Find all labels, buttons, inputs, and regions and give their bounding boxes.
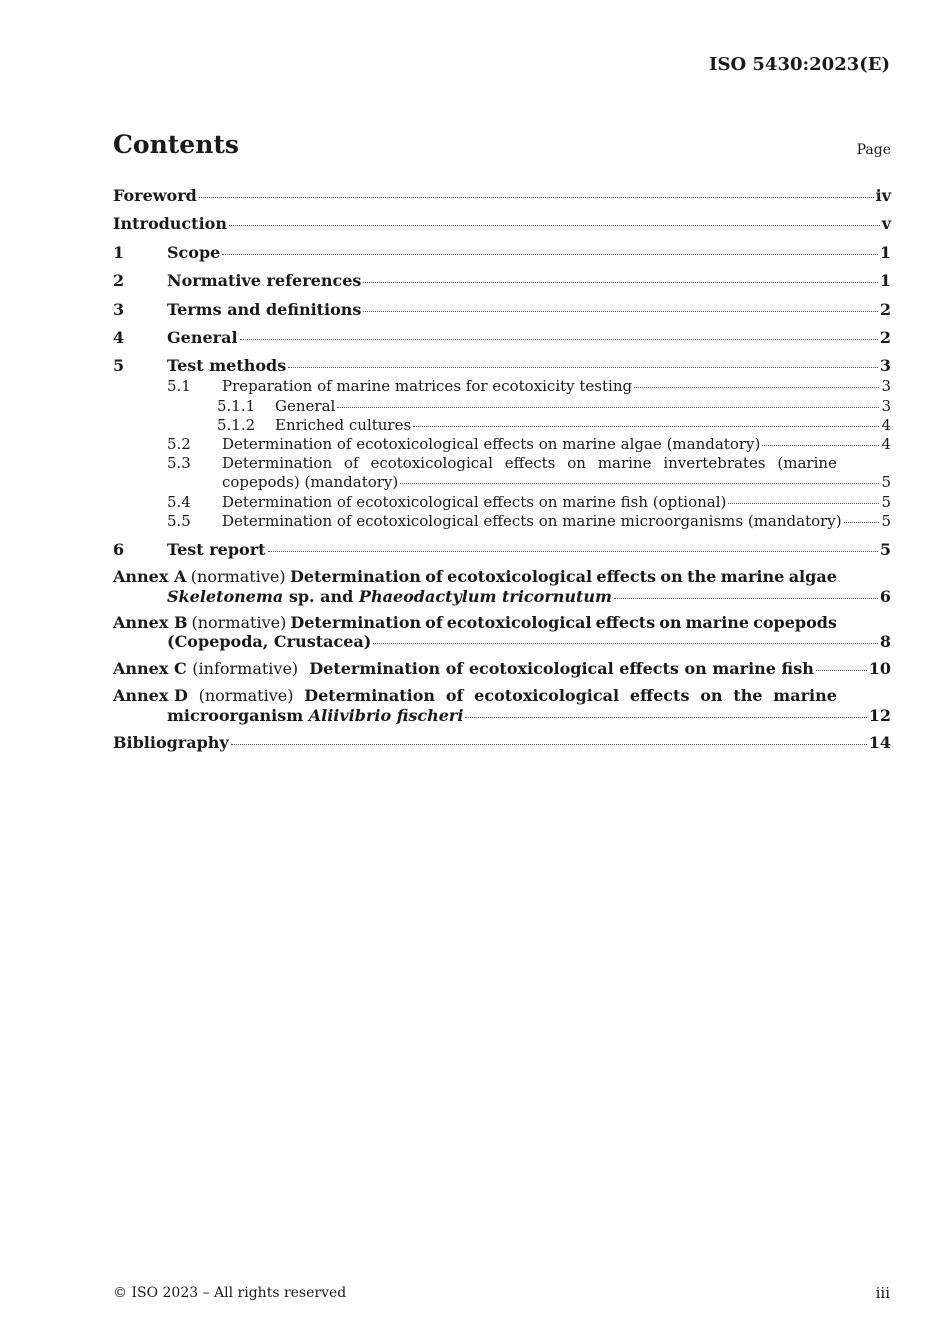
toc-entry-5-1-2[interactable] xyxy=(113,416,891,435)
toc-entry-number: 5.3 xyxy=(167,454,191,473)
title-word: ecotoxicological xyxy=(446,612,592,632)
toc-entry-title-continuation: (Copepoda, Crustacea) xyxy=(167,632,372,652)
title-word: on xyxy=(700,686,723,706)
toc-entry-page: 3 xyxy=(881,396,891,415)
toc-entry-title-line-2 xyxy=(222,473,891,492)
dot-leader xyxy=(413,426,879,427)
toc-entry-number: 6 xyxy=(113,539,125,559)
dot-leader xyxy=(288,367,878,368)
toc-entry-page: 5 xyxy=(881,473,891,492)
toc-entry-title-continuation xyxy=(167,587,612,607)
toc-entry-page: 4 xyxy=(881,434,891,453)
toc-entry-page: 1 xyxy=(879,271,891,291)
toc-entry-clause-6[interactable] xyxy=(113,539,891,561)
title-word: marine xyxy=(685,612,750,632)
document-id: ISO 5430:2023(E) xyxy=(709,54,890,75)
toc-entry-bibliography[interactable] xyxy=(113,732,891,754)
title-word: effects xyxy=(595,612,656,632)
dot-leader xyxy=(229,225,880,226)
toc-entry-number: 5.1.2 xyxy=(217,415,256,434)
toc-entry-page: iv xyxy=(875,186,891,205)
toc-entry-number: 2 xyxy=(113,271,125,291)
species-name: Aliivibrio fischeri xyxy=(308,705,464,725)
toc-entry-title-continuation: copepods) (mandatory) xyxy=(222,473,399,492)
toc-entry-page: 4 xyxy=(881,415,891,434)
title-word: marine xyxy=(597,454,652,473)
toc-entry-page: 3 xyxy=(881,377,891,396)
title-word: (marine xyxy=(777,454,837,473)
toc-entry-clause-3[interactable] xyxy=(113,299,891,321)
toc-entry-5-1[interactable] xyxy=(113,377,891,396)
toc-entry-title: Determination of ecotoxicological effects on marine algae (mandatory) xyxy=(222,434,761,453)
dot-leader xyxy=(363,311,877,312)
title-word: invertebrates xyxy=(663,454,766,473)
toc-entry-annex-b[interactable] xyxy=(113,613,891,652)
toc-entry-title: Test methods xyxy=(167,356,287,376)
toc-entry-title-line-1 xyxy=(113,686,837,706)
toc-entry-title-line-2 xyxy=(167,632,891,652)
toc-entry-5-2[interactable] xyxy=(113,435,891,454)
toc-entry-number: 5.1.1 xyxy=(217,396,256,415)
title-word: copepods xyxy=(753,612,837,632)
title-word: the xyxy=(733,686,763,706)
toc-entry-title: Test report xyxy=(167,539,266,559)
toc-entry-number: 5.2 xyxy=(167,434,191,453)
annex-label: Annex D xyxy=(113,686,188,706)
title-text: microorganism xyxy=(167,705,309,725)
toc-entry-page: 1 xyxy=(879,242,891,262)
dot-leader xyxy=(337,407,879,408)
dot-leader xyxy=(400,483,879,484)
toc-entry-number: 5 xyxy=(113,356,125,376)
toc-entry-annex-d[interactable] xyxy=(113,686,891,725)
annex-label: Annex C xyxy=(113,659,187,679)
toc-entry-title: Normative references xyxy=(167,271,362,291)
toc-entry-title: Bibliography xyxy=(113,732,229,752)
toc-entry-5-1-1[interactable] xyxy=(113,397,891,416)
dot-leader xyxy=(373,643,878,644)
annex-type: (informative) xyxy=(192,659,299,679)
title-word: effects xyxy=(596,567,657,587)
toc-entry-clause-4[interactable] xyxy=(113,327,891,349)
toc-entry-title: Scope xyxy=(167,242,221,262)
page-column-label: Page xyxy=(856,142,891,158)
toc-entry-page: 5 xyxy=(879,539,891,559)
title-word: marine xyxy=(720,567,785,587)
toc-entry-title: Terms and definitions xyxy=(167,299,362,319)
toc-entry-title-line-2 xyxy=(167,706,891,726)
toc-entry-clause-1[interactable] xyxy=(113,242,891,264)
toc-entry-page: v xyxy=(881,214,891,234)
title-word: Determination xyxy=(222,454,333,473)
toc-entry-5-4[interactable] xyxy=(113,493,891,512)
toc-entry-clause-2[interactable] xyxy=(113,270,891,292)
toc-entry-page: 12 xyxy=(868,705,891,725)
dot-leader xyxy=(816,670,867,671)
toc-entry-title: Preparation of marine matrices for ecotoxicity testing xyxy=(222,377,633,396)
toc-entry-page: 14 xyxy=(868,732,891,752)
annex-label: Annex B xyxy=(113,612,188,632)
title-word: effects xyxy=(504,454,556,473)
title-word: of xyxy=(344,454,359,473)
toc-entry-title: Determination of ecotoxicological effects on marine fish (optional) xyxy=(222,492,727,511)
toc-entry-number: 5.1 xyxy=(167,377,191,396)
title-word: ecotoxicological xyxy=(370,454,493,473)
toc-entry-title-line-2 xyxy=(167,587,891,607)
toc-entry-title-line-1 xyxy=(167,454,837,473)
title-word: marine xyxy=(773,686,837,706)
toc-entry-page: 5 xyxy=(881,492,891,511)
dot-leader xyxy=(363,282,877,283)
toc-entry-page: 2 xyxy=(879,299,891,319)
toc-entry-page: 6 xyxy=(879,586,891,606)
toc-entry-title: Determination of ecotoxicological effects on marine microorganisms (mandatory) xyxy=(222,511,842,530)
title-word: on xyxy=(660,567,683,587)
dot-leader xyxy=(240,339,878,340)
toc-entry-introduction[interactable] xyxy=(113,213,891,235)
dot-leader xyxy=(268,551,878,552)
toc-entry-title: General xyxy=(167,327,238,347)
dot-leader xyxy=(465,717,866,718)
title-word: ecotoxicological xyxy=(474,686,620,706)
title-word: of xyxy=(425,612,443,632)
toc-entry-page: 3 xyxy=(879,356,891,376)
toc-entry-title xyxy=(113,658,814,680)
title-word: of xyxy=(445,686,464,706)
toc-entry-title-line-1 xyxy=(113,613,837,633)
copyright-notice: © ISO 2023 – All rights reserved xyxy=(113,1285,347,1301)
title-word: effects xyxy=(629,686,690,706)
title-word: Determination xyxy=(290,612,422,632)
dot-leader xyxy=(231,744,867,745)
toc-entry-title: General xyxy=(275,396,336,415)
page-number: iii xyxy=(875,1284,890,1302)
toc-entry-foreword[interactable] xyxy=(113,185,891,207)
toc-entry-number: 5.5 xyxy=(167,511,191,530)
dot-leader xyxy=(762,445,879,446)
title-word: on xyxy=(567,454,586,473)
annex-type: (normative) xyxy=(198,686,294,706)
dot-leader xyxy=(614,598,878,599)
toc-entry-annex-a[interactable] xyxy=(113,567,891,606)
toc-entry-page: 10 xyxy=(868,659,891,679)
toc-entry-annex-c[interactable] xyxy=(113,658,891,680)
title-word: on xyxy=(659,612,682,632)
title-word: the xyxy=(687,567,717,587)
connector-text: sp. and xyxy=(283,586,359,606)
toc-entry-page: 5 xyxy=(881,511,891,530)
annex-label: Annex A xyxy=(113,567,187,587)
dot-leader xyxy=(634,387,879,388)
species-name: Phaeodactylum tricornutum xyxy=(358,586,612,606)
dot-leader xyxy=(728,503,879,504)
toc-entry-title-line-1 xyxy=(113,567,837,587)
toc-entry-5-3[interactable] xyxy=(113,454,891,492)
title-word: algae xyxy=(788,567,837,587)
toc-entry-title: Introduction xyxy=(113,214,227,234)
title-word: of xyxy=(425,567,443,587)
toc-entry-title: Enriched cultures xyxy=(275,415,412,434)
toc-entry-5-5[interactable] xyxy=(113,512,891,531)
annex-type: (normative) xyxy=(190,567,286,587)
annex-title: Determination of ecotoxicological effects on marine fish xyxy=(309,659,814,679)
toc-entry-number: 1 xyxy=(113,242,125,262)
toc-entry-number: 4 xyxy=(113,327,125,347)
toc-entry-number: 3 xyxy=(113,299,125,319)
toc-entry-page: 2 xyxy=(879,327,891,347)
dot-leader xyxy=(222,254,878,255)
toc-entry-number: 5.4 xyxy=(167,492,191,511)
species-name: Skeletonema xyxy=(167,586,284,606)
toc-entry-title-continuation xyxy=(167,706,463,726)
toc-entry-page: 8 xyxy=(879,632,891,652)
toc-entry-clause-5[interactable] xyxy=(113,355,891,377)
table-of-contents xyxy=(113,185,891,760)
title-word: Determination xyxy=(289,567,421,587)
title-word: ecotoxicological xyxy=(447,567,593,587)
title-word: Determination xyxy=(304,686,436,706)
annex-type: (normative) xyxy=(191,612,287,632)
dot-leader xyxy=(199,197,874,198)
dot-leader xyxy=(844,522,880,523)
toc-title: Contents xyxy=(113,130,240,159)
toc-entry-title: Foreword xyxy=(113,186,197,205)
